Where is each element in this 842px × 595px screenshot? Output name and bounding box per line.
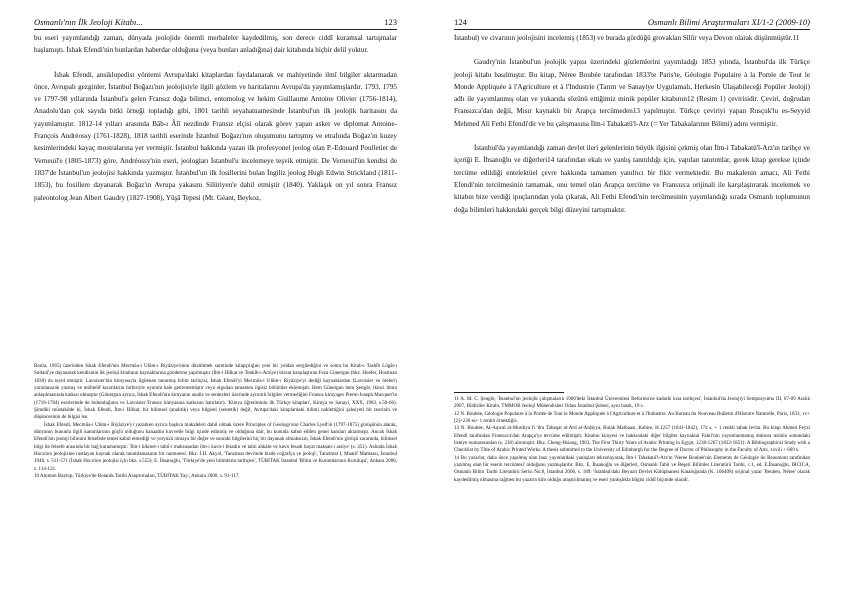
right-page	[421, 0, 842, 595]
left-running-head: Osmanlı'nın İlk Jeoloji Kitabı...	[34, 17, 143, 27]
right-running-header	[454, 14, 810, 30]
footnote-10: 10 Ammun Baytop, Türkiye'de Botanik Tarihi Araştırmaları, TÜBİTAK Yay., Ankara 2000, s. 91-117.	[34, 473, 240, 480]
right-footnotes	[454, 392, 810, 484]
right-paragraph: Gaudry'nin İstanbul'un jeolojik yapısı üzerindeki gözlemlerini yayımladığı 1853 yılında, İstanbul'da ilk Türkçe jeoloji kitabı basılmıştır. Bu kitap, Néree Boubée tarafından 1833'te Paris'te, Géologie Populaire à la Portée de Tout le Monde Appliquée à l'Agriculture et à l'Industrie (Tarım ve Sanayiye Uygulamalı, Herkesin Ulaşabileceği Popüler Jeoloji) adlı ile yayımlanmış olan ve yukarıda sözünü ettiğimiz minik popüler kitabının12 (Resim 1) çevirisidir. Çeviri, doğrudan Fransızca'dan değil, Mısır kaynaklı bir Arapça tercümeden13 yapılmıştır. Türkçe çeviriyi yapan Rusçuk'lu es-Seyyid Mehmed Ali Fethi Efendi'dir ve bu çalışmasına İlm-i Tabakatü'l-Arz (= Yer Tabakalarının Bilimi) adını vermiştir.	[454, 58, 810, 128]
footnote-14: 14 Bu yazarlar, daha önce yapılmış olan bazı yayınlardaki yanlışları tekrarlayarak, İlm-i Tabakatü'l-Arz'ın 'Neree Boubée'nin Elements de Géologie ile Beaumont tarafından yazılmış olan bir eserin tercümesi' olduğunu yazmışlardır. Bkz. E. İhsanoğlu ve diğerleri, Osmanlı Tabii ve Beşeri Bilimler Literatürü Tarihi, c.1, ed. E.İhsanoğlu, IRCICA, Osmanlı Bilim Tarihi Literatürü Serisi No.8, İstanbul 2006, s. 189: 'İstanbul'daki Beyazıt Devlet Kütüphanesi Kataloğunda (K. 106408) orijinal yazar 'Beuben, Néree' olarak kaydedilmiş olmasına rağmen bu yazarın kim olduğu araştırılmamış ve eseri yanlışlıkla bilgisi ciddî biçimde olarak'.	[454, 454, 810, 483]
left-paragraph: İshak Efendi, ansiklopedist yöntemi Avrupa'daki kitaplardan faydalanarak ve mahiyetinde ilmî bilgiler aktarmadan önce, Avrupalı gezginler, İstanbul Boğazı'nın jeolojisiyle ilgili gözlem ve haritalarını Avrupa'da yayımlamışlardır. 1793, 1795 ve 1797-98 yıllarında İstanbul'a gelen Fransız doğa bilimci, entomolog ve hekim Guillaume Antoine Olivier (1756-1814), Anadolu'dan çok sayıda bitki örneği topladığı gibi, 1801 tarihli seyahatnamesinde İstanbul'un ilk jeolojik haritasını da yayımlamıştır. 1812-14 yılları arasında Bâb-ı Âlî nezdinde Fransız elçisi olarak görev yapan asker ve diplomat Antoine-François Andréossy (1761-1828), 1818 tarihli eserinde İstanbul Boğazı'nın oluşumunu tartışmış ve etrafında Boğaz'ın kuzey kesimlerindeki kayaç mostralarına yer vermiştir. İstanbul hakkında yazan ilk profesyonel jeolog olan P.-Edouard Poulletier de Verneuil'e (1805-1873) göre, Andréossy'nin eseri, jeologları İstanbul'u incelemeye teşvik etmiştir. De Verneuil'ün kendisi de 1837'de İstanbul'un jeolojisi hakkında yazmıştır. İstanbul'un ilk fosillerini bulan İngiliz jeolog Hugh Edwin Strickland (1811-1853), bu fosillere dayanarak Boğaz'ın Avrupa yakasını Silüriyen'e dahil etmiştir (1840). Yaklaşık on yıl sonra Fransız paleontolog Jean Albert Gaudry (1827-1908), Yûşâ Tepesi (Mt. Géant, Beykoz,	[34, 70, 397, 202]
footnote: İshak Efendi, Mecmûa-i Ulûm-ı Riyâziye'yi yazarken ayrıca başlıca makaleleri dahil olmak üzere Principles of Geology'sini Charles Lyell'in (1797-1875) görüşünün alarak, dünyanın bununla ilgili kanunlarının güçlü olduğunu kanaatini kuvvetle bilgi içinde edinmiş ve olduğuna dair, bu konuda kabul edilen genel kanıları aktarmıştı. Ancak İshak Efendi'nin jeoloji bilimini felsefede temel kabul etmediği ve yeryüzü olmaya bir değer ve sonraki bilgilerini hiç bir dayanak olmaksızın, İshak Efendi'nin görüşü zararında, bilimsel bilgi ile felsefe arasında bir bağ kuramamıştır. 'İlm-i hikmet-i tabiî-i mahsusadan ilm-ı kavn-i fesadın ve tabii ahkâm ve kavn fesadı hayat maksatı-i asriye' (s. 451). Aslında İshak Hoca'nın jeolojisine rastlayan kaynak olarak tanımlamasının bir numunesi. Bkz. İ.H. Akyol, 'Tanzimat devrinde bizde coğrafya ve jeoloji', Tanzimat I, Maarif Matbaası, İstanbul 1940, s. 511-571 (İshak Hoca'nın jeolojisi için bkz. s.555); E. İhsanoğlu, 'Türkiye'de yeni bilimlerin tarihçesi', TÜBİTAK İstanbul 'Bilim ve Kurumlarının Kuruluşu', Ankara 2006, s. 114-121.	[34, 421, 397, 472]
right-paragraph: İstanbul'da yayımlandığı zaman devlet ileri gelenlerinin büyük ilgisini çekmiş olan İlm-i Tabakatü'l-Arz'ın tarihçe ve içeriği E. İhsanoğlu ve diğerleri14 tarafından ekalı ve yanlış tanıtıldığı için, yapılan tanıtımlar, gerek kitap gerekse içinde tercüme edildiği entelektüel çevre hakkında tamamen yanıltıcı bir fikir vermektedir. Bu makalenin amacı, Ali Fethi Efendi'nin tercümesinin tamamak, onu temel olan Arapça tercüme ve Fransızca orijinali ile karşılaştırarak incelemek ve kitabın bize verdiği ipuçlarından yola çıkarak, Ali Fethi Efendi'nin tercümesinin yayımlandığı sırada Osmanlı toplumunun doğa bilimleri hakkındaki gerçek bilgi düzeyini tartışmaktır.	[454, 144, 810, 214]
left-running-header	[34, 14, 397, 30]
left-footnotes	[34, 363, 397, 481]
left-body-text	[34, 32, 397, 204]
right-running-head: Osmanlı Bilimi Araştırmaları XI/1-2 (2009-10)	[647, 17, 810, 27]
right-paragraph: İstanbul) ve civarının jeolojisini incelemiş (1853) ve burada gördüğü grovaklan Silûr veya Devon olarak düşünmüştür.11	[454, 34, 800, 42]
footnote-rule	[454, 392, 564, 393]
left-page-number: 123	[384, 17, 397, 27]
left-paragraph: bu eseri yayımlandığı zaman, dünyada jeolojide önemli merhaleler kaydedilmiş, son derece ciddî kuramsal tartışmalar başlamıştı. İshak Efendi'nin bunlardan haberdar olduğuna (veya bunları anladığına) dair kitabında hiçbir delil yoktur.	[34, 34, 397, 55]
right-body-text	[454, 32, 810, 216]
footnote-11: 11 A. M. C. Şengör, 'İstanbul'un jeolojik çalışmaların 1900'deki İstanbul Üniversitesi Reformu'ne kadarki kısa tarihçesi', İstanbul'da Jeolojiyi Sempozyumu III, 07-09 Aralık 2007, Bildiriler Kitabı, TMMOB Jeoloji Mühendisleri Odası İstanbul Şubesi, aynı basık, 19 s.	[454, 396, 810, 410]
footnote-12: 12 N. Boubée, Géologie Populaire à la Portée de Tout le Monde Appliquée à l'Agriculture et à l'Industrie. Au Bureau du Nouveau Bulletin d'Histoire Naturelle, Paris, 1833, xv+[2]+236 ss+ 1 renkli örnektiğis.	[454, 410, 810, 425]
right-page-number: 124	[454, 17, 467, 27]
footnote: Bonla, 1965) üzerinden İshak Efendi'nin Mecmûa-i Ulûm-ı Riyâziye'sinin düzültmek suretinde kitapçılığını yeni bir yoldan sergilediğini ve sonra bu Kitab-ı Tashîh Lûgât-ı Sultanî'ye dayanarak kendisinin ilk jeoloji kitabının kaynaklarına gönderme yapılmıştır (İlm-i Hilkat ve Tenkîh-ı Arziye) bizzat karşılaştıran Feza Günergun (bkz. Hoefer, Hostman 1838) da teyid etmiştir. Lavoisier'nin kimyasıyla ilgilenen tanınmış bilim tarihçisi, İshak Efendi'yi Mecmûa-i Ulûm-ı Riyâziye'yi dediği kaynaklardan (Lavoisier ve öteleri) yararlanarak yazmış ve mühtelif kısımlarını birbiriyle uyumlu hale getirememiştir veya olgudan tamamen ilgisiz bölümler eklemiştir. Hem Günergun hem Şengör, ikinci ilmin anlaşılmasında katkısı olmuştur (Günergun ayrıca, İshak Efendi'nin kimyanın analiz ve sentezleri üzerinde ayrıntılı bilgiler vermediğini Fransız kimyager Pierre-Joseph Macquer'in (1718-1784) eserlerinde de bulunduğunu ve Lavoisier Fransız kimyasına katkısını hatırlatır). 'Kimya öğretiminin ilk Türkçe kitapları', Kimya ve Sanayi, XXX, 1983, s.50-66). Şimdiki müstakilde ki, İshak Efendi, İlm-i Hilkat, bir bilimsel (analitik) veya bilgisel (sentetik) değil, Avrupa'daki kitaplardaki bilimi naklettiğini şahsiyeti bir teorinin ve düşüncesinin de bilgisi ise.	[34, 363, 397, 421]
footnote-13: 13 N. Boubée, Al-Aqwal al-Murdiya fi 'ilm Tabaqat al-Ard al-Arḍiyya, Bulak Matbaası, Kahire, H.1257 (1841-1842), 174 s. + 1 renkli tabak levha. Bu kitap Ahmed Feyzi Efendi tarafından Fransızca'dan Arapça'ya tercüme edilmiştir. Kitabın künyesi ve hakkındaki diğer bilgiler kaynaklar Fahri'nin yayımlanmamış doktora tezinin sonundaki listeye numarasından (s. 236) alınmıştır. Bkz. Cheng-Hsiang, 1963, The First Thirty Years of Arabic Printing in Egypt, 1238-1267 (1822-1851): A Bibliographical Study with a Checklist by Title of Arabic Printed Works. A thesis submitted to the University of Edinburgh for the Degree of Doctor of Philosophy in the Faculty of Arts, xxviii + 669 s.	[454, 425, 810, 454]
